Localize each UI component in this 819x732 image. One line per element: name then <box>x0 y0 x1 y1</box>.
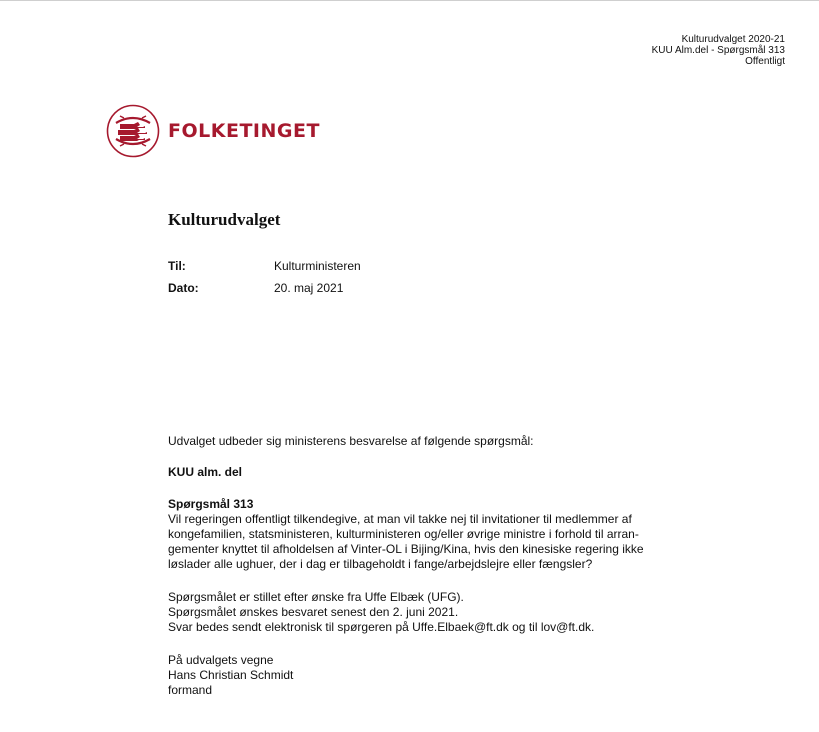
note-line: Spørgsmålet ønskes besvaret senest den 2. juni 2021. <box>168 605 459 619</box>
coat-of-arms-icon <box>106 104 160 158</box>
question-line: kongefamilien, statsministeren, kulturministeren og/eller øvrige ministre i forhold til arran- <box>168 527 639 541</box>
recipient-value: Kulturministeren <box>274 259 361 273</box>
signature-block <box>168 653 293 698</box>
reference-line-3: Offentligt <box>745 56 785 67</box>
signature-line: På udvalgets vegne <box>168 653 274 667</box>
logo-wordmark: FOLKETINGET <box>168 120 320 142</box>
question-body <box>168 512 644 572</box>
signature-name: Hans Christian Schmidt <box>168 668 294 682</box>
case-reference: KUU alm. del <box>168 465 243 479</box>
question-line: løslader alle ughuer, der i dag er tilbageholdt i fange/arbejdslejre eller fængsler? <box>168 557 593 571</box>
question-line: Vil regeringen offentligt tilkendegive, at man vil takke nej til invitationer til medlemmer af <box>168 512 632 526</box>
question-notes <box>168 590 594 635</box>
reference-line-1: Kulturudvalget 2020-21 <box>681 34 785 45</box>
folketinget-logo <box>106 104 320 158</box>
note-line: Spørgsmålet er stillet efter ønske fra Uffe Elbæk (UFG). <box>168 590 464 604</box>
committee-heading: Kulturudvalget <box>168 210 281 229</box>
date-value: 20. maj 2021 <box>274 281 344 295</box>
note-line: Svar bedes sendt elektronisk til spørgeren på Uffe.Elbaek@ft.dk og til lov@ft.dk. <box>168 620 595 634</box>
question-title: Spørgsmål 313 <box>168 497 254 511</box>
intro-text: Udvalget udbeder sig ministerens besvarelse af følgende spørgsmål: <box>168 434 534 448</box>
signature-title: formand <box>168 683 213 697</box>
date-label: Dato: <box>168 281 199 295</box>
document-reference <box>652 34 785 67</box>
reference-line-2: KUU Alm.del - Spørgsmål 313 <box>651 45 785 56</box>
recipient-label: Til: <box>168 259 186 273</box>
question-line: gementer knyttet til afholdelsen af Vinter-OL i Bijing/Kina, hvis den kinesiske regering ikke <box>168 542 644 556</box>
page-top-border <box>0 0 819 1</box>
